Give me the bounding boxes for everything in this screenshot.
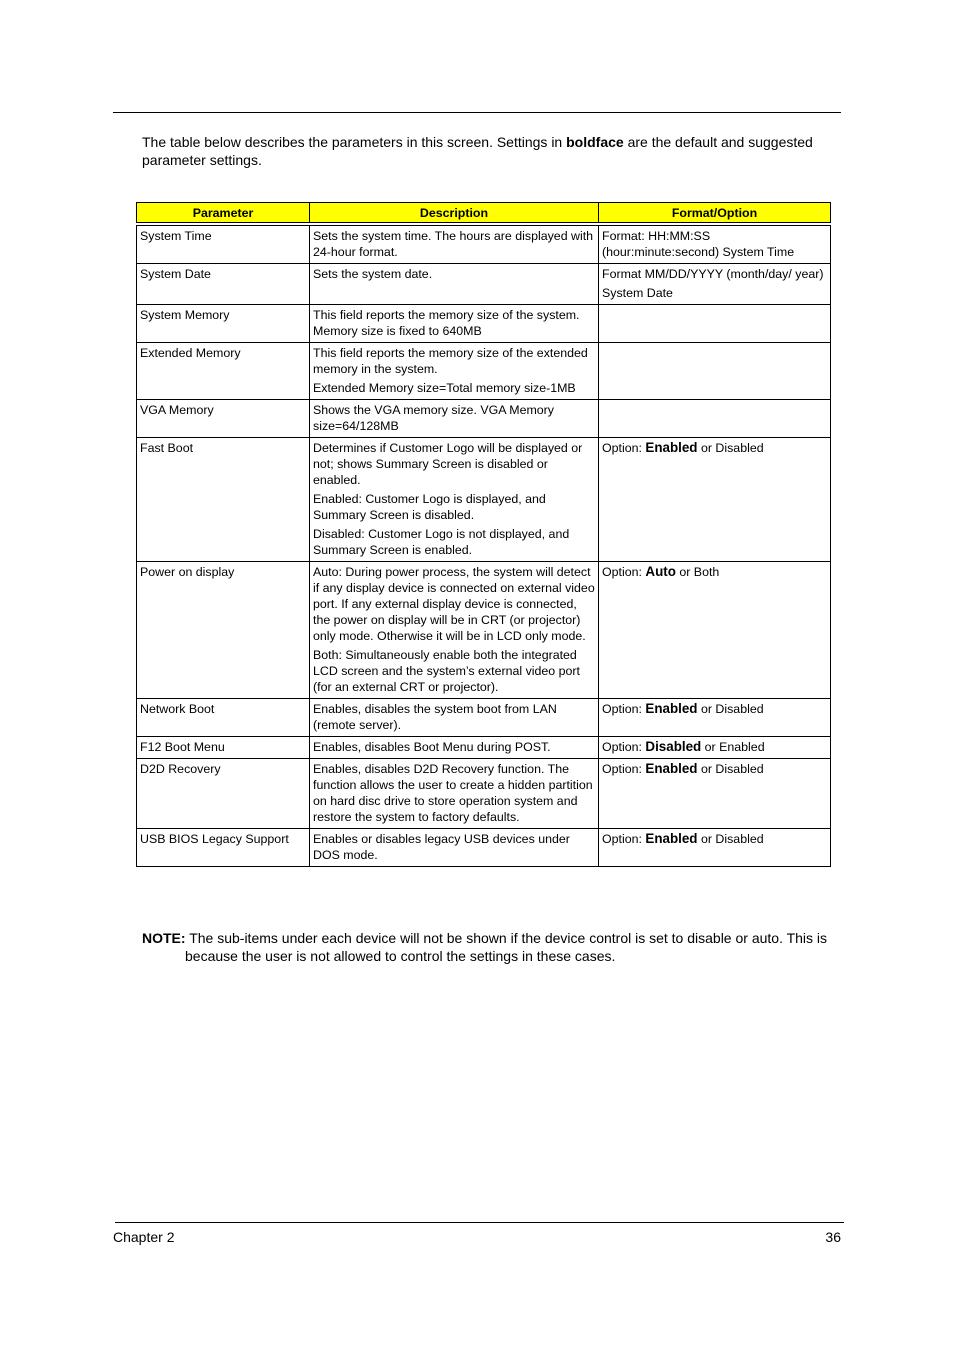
parameter-cell: USB BIOS Legacy Support (137, 829, 310, 867)
description-cell (310, 226, 599, 264)
description-paragraph: This field reports the memory size of the extended memory in the system. (313, 346, 588, 376)
description-cell (310, 438, 599, 562)
option-prefix: Option: (602, 441, 646, 455)
description-paragraph: Auto: During power process, the system will detect if any display device is connected on external video port. If any external display device is connected, the power on display will be in CRT (or projector) only mode. Otherwise it will be in LCD only mode. (313, 565, 595, 643)
parameter-cell: System Date (137, 264, 310, 305)
parameter-cell: Fast Boot (137, 438, 310, 562)
intro-bold-word: boldface (566, 134, 624, 150)
description-cell (310, 343, 599, 400)
parameter-cell: Network Boot (137, 699, 310, 737)
header-format-option: Format/Option (599, 203, 831, 223)
intro-text-before: The table below describes the parameters in this screen. Settings in (142, 134, 567, 150)
table-row (137, 305, 831, 343)
description-cell (310, 562, 599, 699)
option-alternative: or Disabled (697, 702, 764, 716)
format-option-cell (599, 759, 831, 829)
format-option-cell (599, 562, 831, 699)
intro-paragraph (142, 133, 842, 169)
format-option-cell (599, 264, 831, 305)
parameter-cell: Power on display (137, 562, 310, 699)
option-line (602, 440, 827, 456)
option-alternative: or Disabled (697, 832, 764, 846)
parameter-cell: F12 Boot Menu (137, 737, 310, 759)
option-default: Enabled (645, 831, 698, 846)
format-line: System Date (602, 286, 673, 300)
description-cell (310, 759, 599, 829)
table-header-row (137, 203, 831, 223)
format-option-cell (599, 400, 831, 438)
note-text: The sub-items under each device will not be shown if the device control is set to disable or auto. This is because the user is not allowed to control the settings in these cases. (185, 930, 828, 964)
format-option-cell (599, 343, 831, 400)
parameter-table (136, 202, 831, 867)
format-option-cell (599, 305, 831, 343)
parameter-cell: System Memory (137, 305, 310, 343)
option-alternative: or Disabled (697, 441, 764, 455)
table-row (137, 699, 831, 737)
option-line (602, 564, 827, 580)
option-default: Auto (645, 564, 676, 579)
option-prefix: Option: (602, 565, 646, 579)
intro-text-after: are the default and suggested parameter settings. (142, 134, 813, 168)
table-row (137, 226, 831, 264)
option-default: Enabled (645, 440, 698, 455)
table-row (137, 343, 831, 400)
description-paragraph: Determines if Customer Logo will be displayed or not; shows Summary Screen is disabled or enabled. (313, 441, 583, 487)
description-paragraph: Sets the system time. The hours are displayed with 24-hour format. (313, 229, 594, 259)
parameter-cell: System Time (137, 226, 310, 264)
table-row (137, 264, 831, 305)
option-prefix: Option: (602, 702, 646, 716)
table-row (137, 400, 831, 438)
format-option-cell (599, 737, 831, 759)
description-paragraph: Both: Simultaneously enable both the integrated LCD screen and the system’s external video port (for an external CRT or projector). (313, 648, 580, 694)
description-paragraph: This field reports the memory size of the system. Memory size is fixed to 640MB (313, 308, 580, 338)
option-default: Disabled (645, 739, 702, 754)
description-paragraph: Enables or disables legacy USB devices under DOS mode. (313, 832, 570, 862)
format-option-cell (599, 226, 831, 264)
format-option-cell (599, 438, 831, 562)
description-cell (310, 829, 599, 867)
format-line: Format: HH:MM:SS (hour:minute:second) System Time (602, 229, 795, 259)
option-alternative: or Disabled (697, 762, 764, 776)
description-cell (310, 737, 599, 759)
description-paragraph: Enables, disables D2D Recovery function. The function allows the user to create a hidden partition on hard disc drive to store operation system and restore the system to factory defaults. (313, 762, 593, 824)
option-prefix: Option: (602, 762, 646, 776)
footer-rule (115, 1222, 844, 1223)
description-paragraph: Enables, disables Boot Menu during POST. (313, 740, 551, 754)
note-label: NOTE: (142, 930, 186, 946)
format-line: Format MM/DD/YYYY (month/day/ year) (602, 267, 824, 281)
parameter-cell: D2D Recovery (137, 759, 310, 829)
table-row (137, 829, 831, 867)
description-paragraph: Enables, disables the system boot from LAN (remote server). (313, 702, 557, 732)
format-option-cell (599, 699, 831, 737)
header-description: Description (310, 203, 599, 223)
option-alternative: or Both (675, 565, 720, 579)
option-line (602, 739, 827, 755)
table-row (137, 737, 831, 759)
description-paragraph: Disabled: Customer Logo is not displayed, and Summary Screen is enabled. (313, 527, 570, 557)
table-row (137, 759, 831, 829)
note-paragraph (142, 929, 842, 965)
option-line (602, 761, 827, 777)
description-cell (310, 305, 599, 343)
option-alternative: or Enabled (701, 740, 765, 754)
option-line (602, 831, 827, 847)
header-parameter: Parameter (137, 203, 310, 223)
description-paragraph: Sets the system date. (313, 267, 433, 281)
description-paragraph: Enabled: Customer Logo is displayed, and Summary Screen is disabled. (313, 492, 546, 522)
option-default: Enabled (645, 761, 698, 776)
table-body (137, 223, 831, 867)
footer-page-number: 36 (825, 1229, 841, 1245)
description-paragraph: Extended Memory size=Total memory size-1MB (313, 381, 576, 395)
description-cell (310, 264, 599, 305)
header-rule (113, 112, 841, 113)
format-option-cell (599, 829, 831, 867)
option-prefix: Option: (602, 832, 646, 846)
parameter-cell: Extended Memory (137, 343, 310, 400)
parameter-cell: VGA Memory (137, 400, 310, 438)
table-row (137, 562, 831, 699)
table-row (137, 438, 831, 562)
footer-chapter: Chapter 2 (113, 1229, 175, 1245)
option-line (602, 701, 827, 717)
description-paragraph: Shows the VGA memory size. VGA Memory size=64/128MB (313, 403, 555, 433)
description-cell (310, 699, 599, 737)
description-cell (310, 400, 599, 438)
option-default: Enabled (645, 701, 698, 716)
option-prefix: Option: (602, 740, 646, 754)
